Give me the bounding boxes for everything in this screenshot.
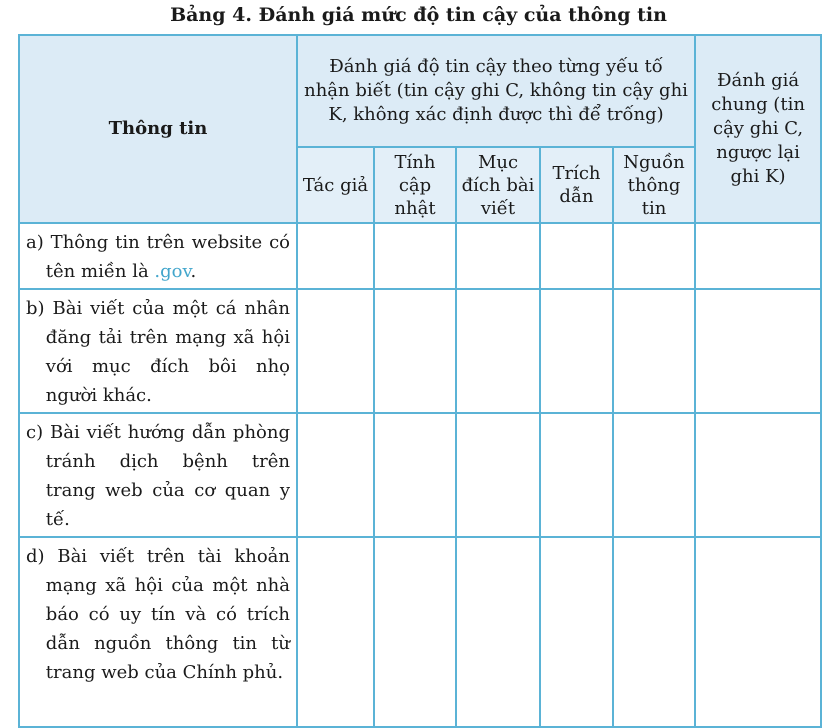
header-factor-source: Nguồn thông tin	[613, 147, 695, 223]
row-b-info: b) Bài viết của một cá nhân đăng tải trên mạng xã hội với mục đích bôi nhọ người khác.	[19, 289, 297, 413]
answer-cell[interactable]	[456, 537, 540, 727]
answer-cell[interactable]	[456, 413, 540, 537]
answer-cell[interactable]	[374, 223, 456, 289]
answer-cell[interactable]	[374, 413, 456, 537]
table-row	[19, 223, 821, 289]
answer-cell[interactable]	[613, 537, 695, 727]
reliability-table	[18, 34, 822, 728]
header-factor-group: Đánh giá độ tin cậy theo từng yếu tố nhận biết (tin cậy ghi C, không tin cậy ghi K, không xác định được thì để trống)	[297, 35, 695, 147]
answer-cell[interactable]	[613, 223, 695, 289]
header-factor-currency: Tính cập nhật	[374, 147, 456, 223]
row-a-info: a) Thông tin trên website có tên miền là .gov.	[19, 223, 297, 289]
header-info: Thông tin	[19, 35, 297, 223]
table-row	[19, 537, 821, 727]
answer-cell[interactable]	[540, 289, 613, 413]
answer-cell[interactable]	[374, 289, 456, 413]
answer-cell[interactable]	[540, 413, 613, 537]
header-factor-citation: Trích dẫn	[540, 147, 613, 223]
table-row	[19, 413, 821, 537]
header-factor-purpose: Mục đích bài viết	[456, 147, 540, 223]
header-factor-author: Tác giả	[297, 147, 374, 223]
answer-cell[interactable]	[456, 289, 540, 413]
answer-cell[interactable]	[374, 537, 456, 727]
answer-cell-overall[interactable]	[695, 413, 821, 537]
answer-cell[interactable]	[540, 223, 613, 289]
table-caption: Bảng 4. Đánh giá mức độ tin cậy của thông tin	[170, 4, 667, 26]
gov-domain: .gov	[154, 261, 191, 282]
header-overall: Đánh giá chung (tin cậy ghi C, ngược lại ghi K)	[695, 35, 821, 223]
answer-cell-overall[interactable]	[695, 289, 821, 413]
answer-cell[interactable]	[540, 537, 613, 727]
answer-cell[interactable]	[297, 289, 374, 413]
row-d-info: d) Bài viết trên tài khoản mạng xã hội của một nhà báo có uy tín và có trích dẫn nguồn thông tin từ trang web của Chính phủ.	[19, 537, 297, 727]
answer-cell[interactable]	[297, 413, 374, 537]
answer-cell-overall[interactable]	[695, 537, 821, 727]
answer-cell[interactable]	[613, 413, 695, 537]
table-row	[19, 289, 821, 413]
answer-cell[interactable]	[613, 289, 695, 413]
answer-cell-overall[interactable]	[695, 223, 821, 289]
answer-cell[interactable]	[456, 223, 540, 289]
answer-cell[interactable]	[297, 223, 374, 289]
answer-cell[interactable]	[297, 537, 374, 727]
row-c-info: c) Bài viết hướng dẫn phòng tránh dịch bệnh trên trang web của cơ quan y tế.	[19, 413, 297, 537]
